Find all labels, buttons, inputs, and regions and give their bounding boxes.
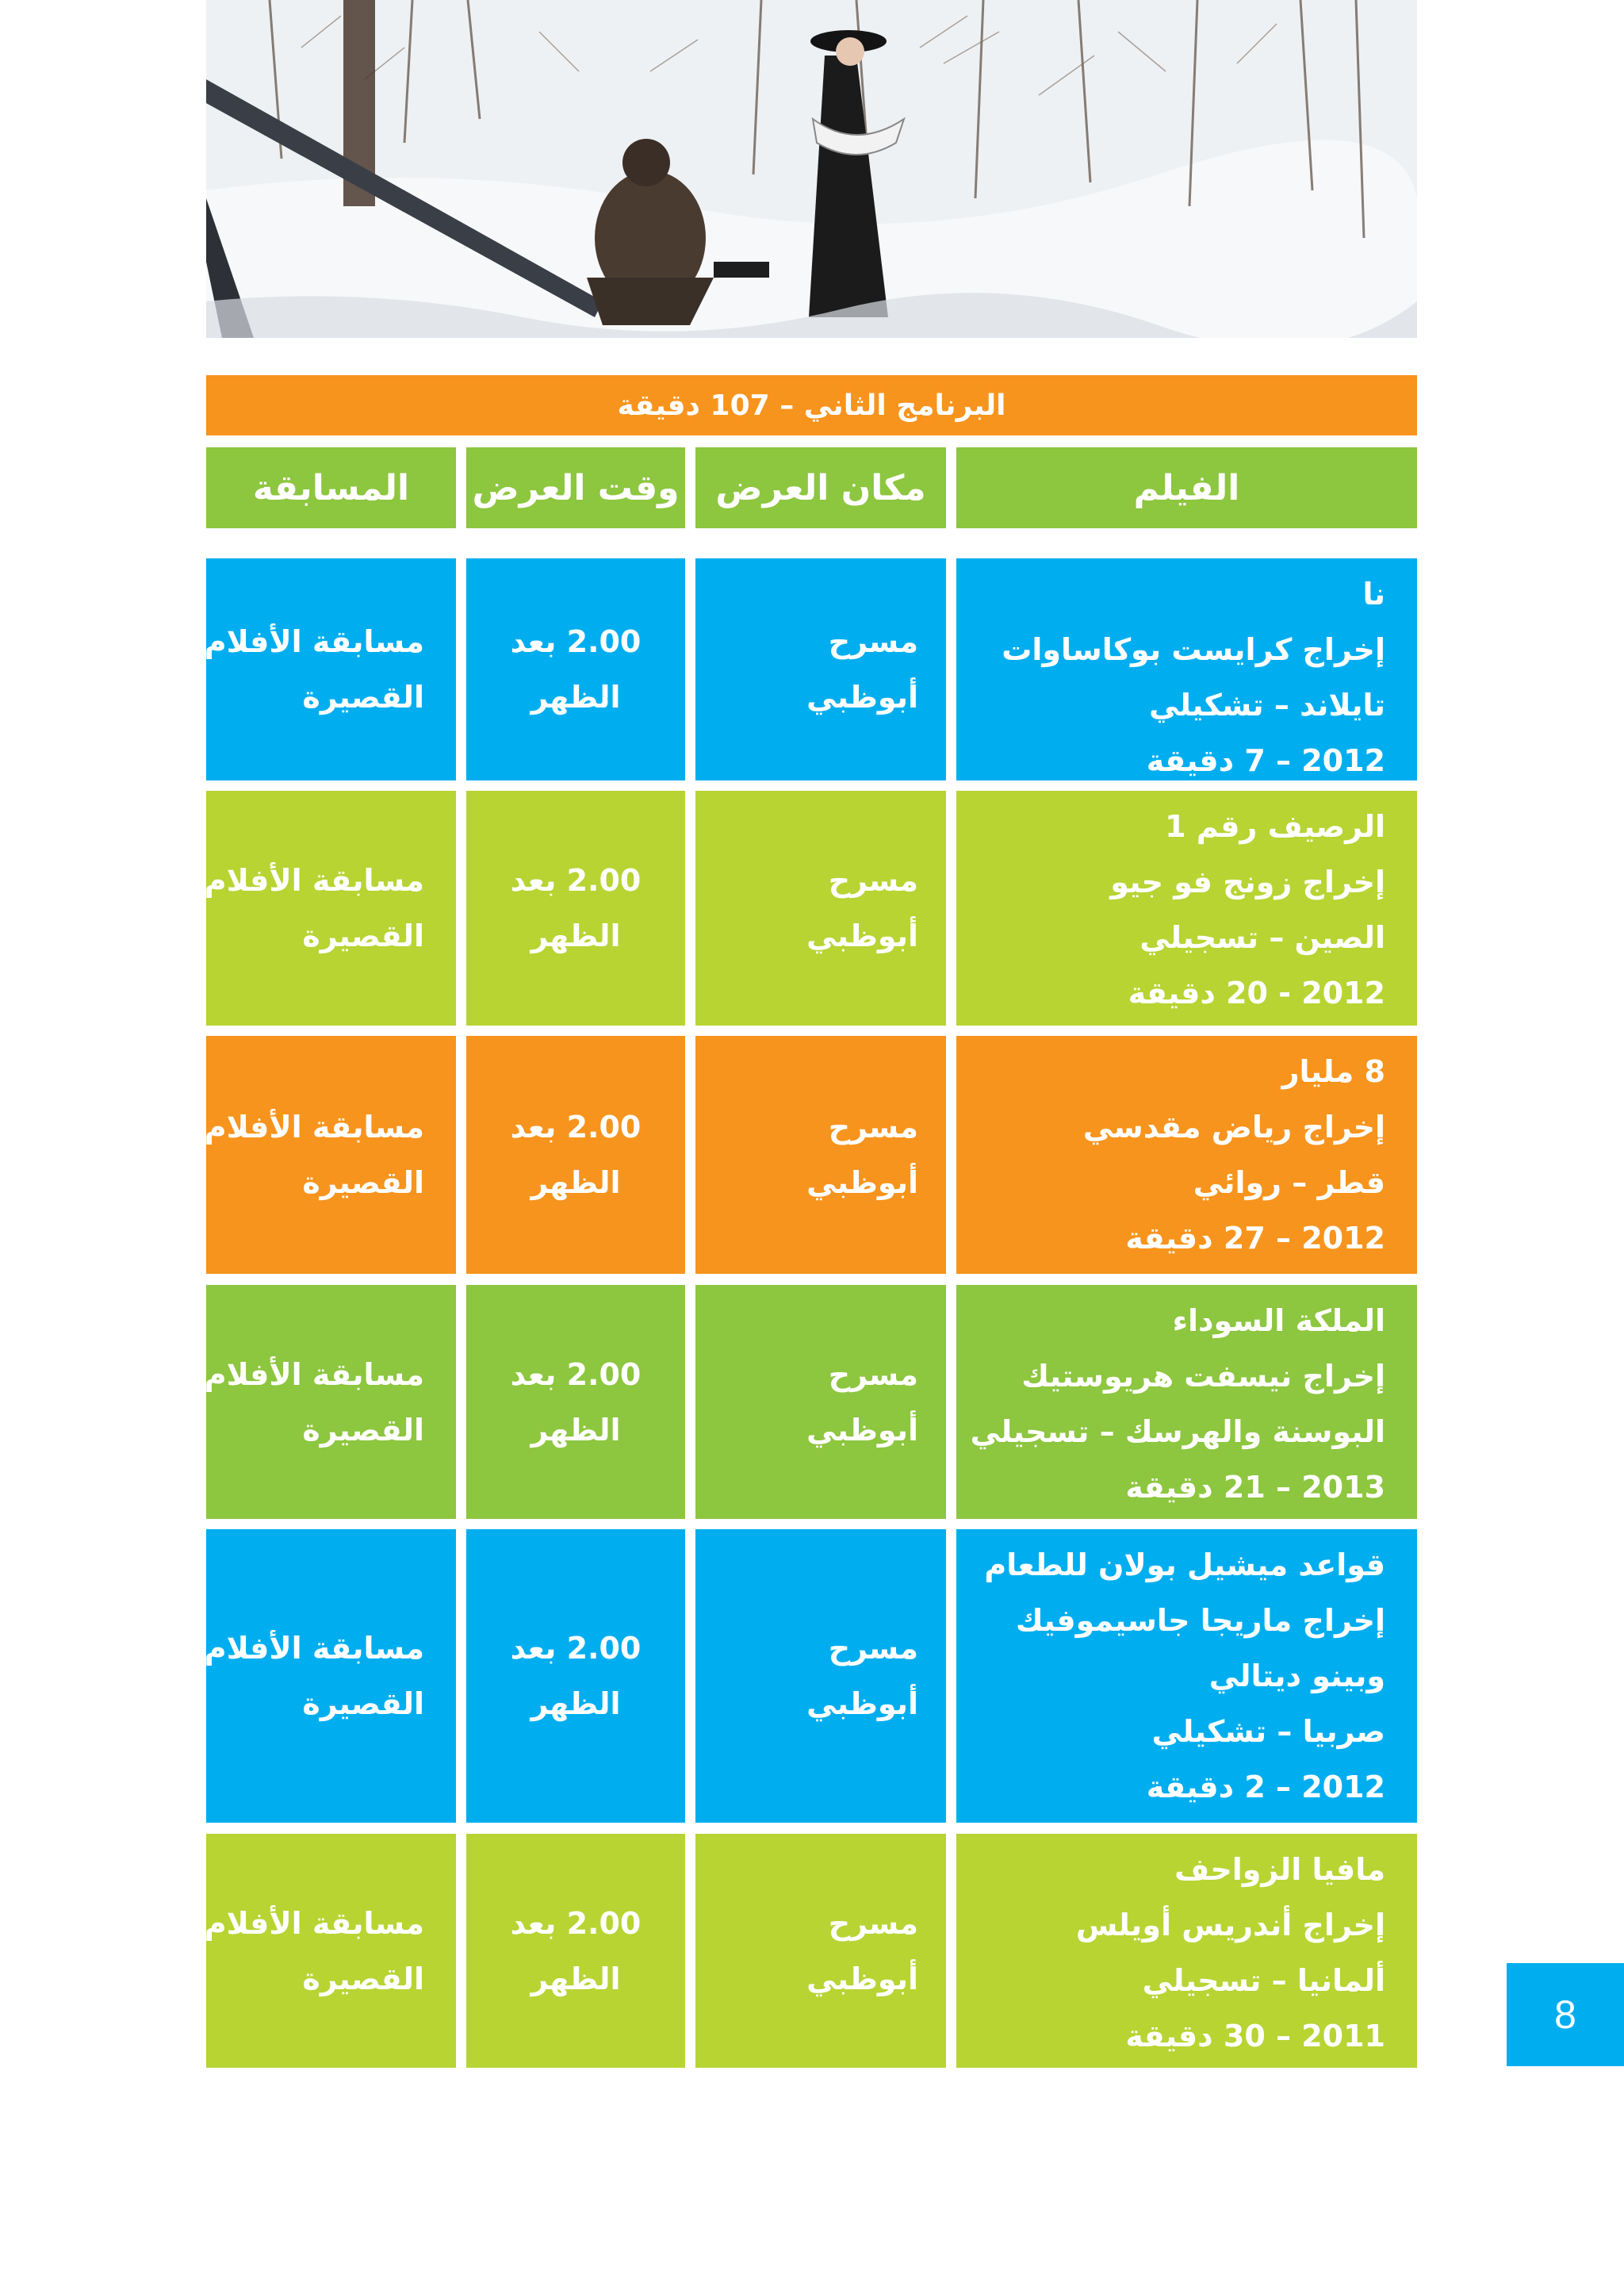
- competition-line: القصيرة: [302, 1686, 424, 1721]
- film-title: الرصيف رقم 1: [1165, 809, 1385, 844]
- film-country-genre: قطر – روائي: [1193, 1165, 1385, 1200]
- time-cell-2: [466, 791, 685, 1026]
- film-director: إخراج نيسفت هريوستيك: [1021, 1359, 1385, 1394]
- venue-cell-6: [695, 1834, 946, 2068]
- film-cell-3: [956, 1036, 1417, 1274]
- competition-line: مسابقة الأفلام: [204, 1905, 424, 1941]
- film-title: مافيا الزواحف: [1174, 1852, 1385, 1887]
- time-line: 2.00 بعد: [510, 1356, 642, 1392]
- film-year-duration: 2012 - 20 دقيقة: [1128, 976, 1385, 1010]
- competition-line: القصيرة: [302, 680, 424, 715]
- film-year-duration: 2011 – 30 دقيقة: [1125, 2019, 1385, 2054]
- program-banner: البرنامج الثاني – 107 دقيقة: [206, 375, 1417, 435]
- header-competition: المسابقة: [206, 447, 456, 528]
- time-line: 2.00 بعد: [510, 1631, 642, 1666]
- time-cell-3: [466, 1036, 685, 1274]
- competition-line: القصيرة: [302, 1412, 424, 1448]
- film-director: إخراج رياض مقدسي: [1082, 1110, 1385, 1145]
- header-photo: [206, 0, 1417, 338]
- venue-line: أبوظبي: [806, 1412, 918, 1448]
- film-year-duration: 2013 – 21 دقيقة: [1125, 1470, 1385, 1505]
- film-country-genre: تايلاند – تشكيلي: [1149, 688, 1385, 723]
- venue-line: أبوظبي: [806, 680, 918, 715]
- film-country-genre: صربيا – تشكيلي: [1151, 1714, 1385, 1749]
- film-country-genre: الصين – تسجيلي: [1139, 920, 1385, 955]
- time-line: الظهر: [530, 680, 621, 715]
- film-director: إخراج أندريس أويلس: [1075, 1908, 1385, 1942]
- venue-line: أبوظبي: [806, 1165, 918, 1200]
- film-year-duration: 2012 – 2 دقيقة: [1146, 1770, 1385, 1804]
- competition-line: مسابقة الأفلام: [204, 1631, 424, 1666]
- venue-cell-3: [695, 1036, 946, 1274]
- venue-line: أبوظبي: [806, 918, 918, 953]
- time-cell-5: [466, 1529, 685, 1823]
- film-title: الملكة السوداء: [1172, 1303, 1385, 1338]
- film-year-duration: 2012 – 7 دقيقة: [1146, 743, 1385, 778]
- competition-cell-2: [206, 791, 456, 1026]
- time-line: الظهر: [530, 1961, 621, 1996]
- film-cell-4: [956, 1285, 1417, 1519]
- venue-cell-4: [695, 1285, 946, 1519]
- competition-line: مسابقة الأفلام: [204, 624, 424, 659]
- time-line: الظهر: [530, 1412, 621, 1448]
- competition-line: القصيرة: [302, 1165, 424, 1200]
- time-cell-1: [466, 558, 685, 780]
- venue-line: مسرح: [828, 1905, 918, 1941]
- venue-line: مسرح: [828, 624, 918, 659]
- time-line: الظهر: [530, 1165, 621, 1200]
- venue-cell-5: [695, 1529, 946, 1823]
- venue-line: أبوظبي: [806, 1961, 918, 1996]
- venue-cell-1: [695, 558, 946, 780]
- time-cell-4: [466, 1285, 685, 1519]
- time-line: الظهر: [530, 918, 621, 953]
- page-number: 8: [1507, 1963, 1624, 2066]
- header-time: وقت العرض: [466, 447, 685, 528]
- time-cell-6: [466, 1834, 685, 2068]
- film-director: إخراج كرايست بوكاساوات: [1002, 632, 1385, 667]
- venue-line: مسرح: [828, 1110, 918, 1145]
- competition-cell-5: [206, 1529, 456, 1823]
- film-title: 8 مليار: [1281, 1054, 1385, 1089]
- header-venue: مكان العرض: [695, 447, 946, 528]
- competition-cell-3: [206, 1036, 456, 1274]
- film-country-genre: ألمانيا – تسجيلي: [1142, 1963, 1385, 1998]
- competition-cell-4: [206, 1285, 456, 1519]
- film-country-genre: البوسنة والهرسك – تسجيلي: [970, 1414, 1385, 1449]
- time-line: 2.00 بعد: [510, 1905, 642, 1941]
- competition-cell-1: [206, 558, 456, 780]
- competition-line: القصيرة: [302, 918, 424, 953]
- competition-line: مسابقة الأفلام: [204, 1110, 424, 1145]
- competition-line: مسابقة الأفلام: [204, 1356, 424, 1392]
- venue-line: أبوظبي: [806, 1686, 918, 1721]
- film-title: قواعد ميشيل بولان للطعام: [984, 1547, 1385, 1582]
- venue-line: مسرح: [828, 863, 918, 898]
- time-line: 2.00 بعد: [510, 1110, 642, 1145]
- competition-line: القصيرة: [302, 1961, 424, 1996]
- time-line: الظهر: [530, 1686, 621, 1721]
- film-cell-2: [956, 791, 1417, 1026]
- snow-forest-illustration: [206, 0, 1417, 338]
- header-film: الفيلم: [956, 447, 1417, 528]
- venue-line: مسرح: [828, 1631, 918, 1666]
- film-director-cont: وبينو ديتالي: [1208, 1659, 1385, 1693]
- time-line: 2.00 بعد: [510, 624, 642, 659]
- film-year-duration: 2012 – 27 دقيقة: [1125, 1221, 1385, 1256]
- film-cell-5: [956, 1529, 1417, 1823]
- competition-cell-6: [206, 1834, 456, 2068]
- film-title: نا: [1362, 577, 1385, 612]
- film-cell-6: [956, 1834, 1417, 2068]
- film-cell-1: [956, 558, 1417, 780]
- film-director: إخراج ماريجا جاسيموفيك: [1015, 1603, 1385, 1638]
- competition-line: مسابقة الأفلام: [204, 863, 424, 898]
- venue-cell-2: [695, 791, 946, 1026]
- venue-line: مسرح: [828, 1356, 918, 1392]
- time-line: 2.00 بعد: [510, 863, 642, 898]
- film-director: إخراج زونج فو جيو: [1110, 865, 1385, 899]
